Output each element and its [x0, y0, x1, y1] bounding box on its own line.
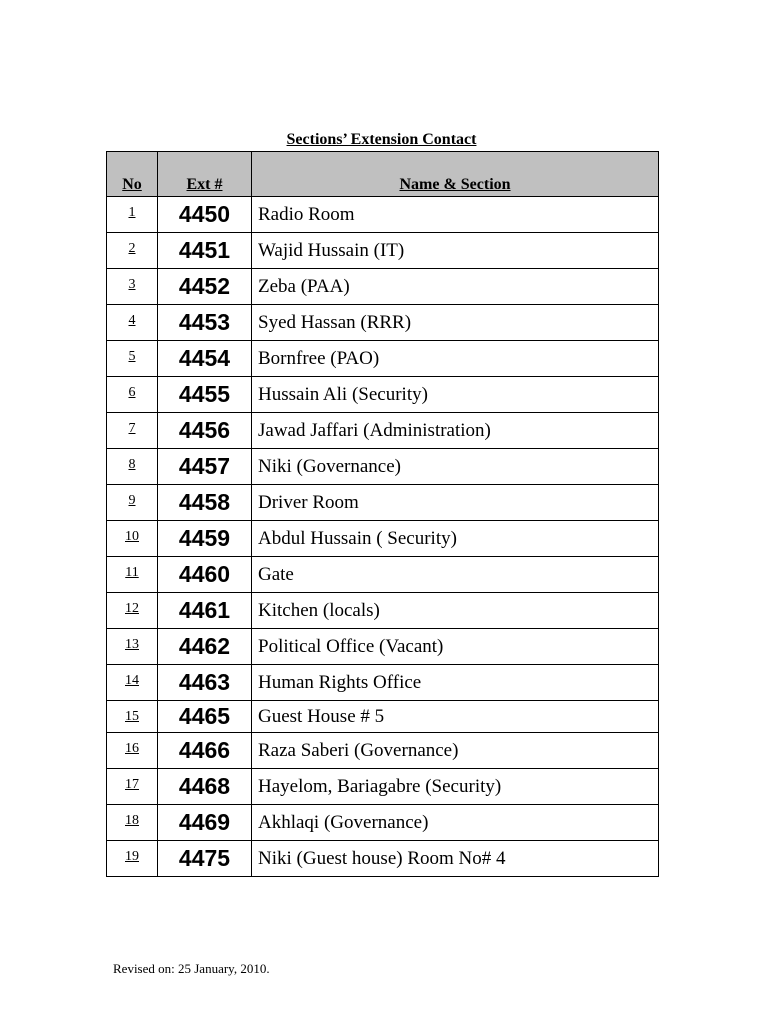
table-row [107, 269, 659, 305]
table-row [107, 841, 659, 877]
header-ext: Ext # [158, 152, 252, 197]
table-row [107, 629, 659, 665]
extension-number: 4461 [158, 593, 252, 629]
name-section: Wajid Hussain (IT) [252, 233, 659, 269]
row-number: 16 [107, 733, 158, 769]
name-section: Abdul Hussain ( Security) [252, 521, 659, 557]
table-row [107, 485, 659, 521]
row-number: 6 [107, 377, 158, 413]
header-name-section: Name & Section [252, 152, 659, 197]
row-number: 9 [107, 485, 158, 521]
table-row [107, 701, 659, 733]
table-row [107, 341, 659, 377]
row-number: 18 [107, 805, 158, 841]
row-number: 17 [107, 769, 158, 805]
extension-number: 4460 [158, 557, 252, 593]
extension-number: 4451 [158, 233, 252, 269]
name-section: Kitchen (locals) [252, 593, 659, 629]
name-section: Gate [252, 557, 659, 593]
table-row [107, 521, 659, 557]
extension-number: 4458 [158, 485, 252, 521]
name-section: Guest House # 5 [252, 701, 659, 733]
name-section: Human Rights Office [252, 665, 659, 701]
extension-number: 4466 [158, 733, 252, 769]
header-no: No [107, 152, 158, 197]
extension-number: 4463 [158, 665, 252, 701]
table-row [107, 377, 659, 413]
name-section: Syed Hassan (RRR) [252, 305, 659, 341]
table-row [107, 805, 659, 841]
name-section: Hussain Ali (Security) [252, 377, 659, 413]
extension-number: 4462 [158, 629, 252, 665]
name-section: Hayelom, Bariagabre (Security) [252, 769, 659, 805]
extension-number: 4465 [158, 701, 252, 733]
row-number: 3 [107, 269, 158, 305]
name-section: Bornfree (PAO) [252, 341, 659, 377]
table-row [107, 449, 659, 485]
row-number: 8 [107, 449, 158, 485]
row-number: 14 [107, 665, 158, 701]
name-section: Political Office (Vacant) [252, 629, 659, 665]
name-section: Driver Room [252, 485, 659, 521]
table-row [107, 305, 659, 341]
extension-number: 4475 [158, 841, 252, 877]
name-section: Raza Saberi (Governance) [252, 733, 659, 769]
document-title: Sections’ Extension Contact [286, 131, 477, 148]
extension-number: 4455 [158, 377, 252, 413]
row-number: 12 [107, 593, 158, 629]
extension-number: 4452 [158, 269, 252, 305]
table-header-row [107, 152, 659, 197]
extension-number: 4454 [158, 341, 252, 377]
extension-table [106, 151, 659, 877]
table-row [107, 413, 659, 449]
extension-number: 4468 [158, 769, 252, 805]
extension-number: 4453 [158, 305, 252, 341]
name-section: Niki (Guest house) Room No# 4 [252, 841, 659, 877]
row-number: 10 [107, 521, 158, 557]
row-number: 5 [107, 341, 158, 377]
extension-number: 4469 [158, 805, 252, 841]
row-number: 2 [107, 233, 158, 269]
row-number: 1 [107, 197, 158, 233]
table-row [107, 233, 659, 269]
name-section: Zeba (PAA) [252, 269, 659, 305]
table-row [107, 557, 659, 593]
extension-number: 4456 [158, 413, 252, 449]
row-number: 19 [107, 841, 158, 877]
row-number: 11 [107, 557, 158, 593]
row-number: 7 [107, 413, 158, 449]
name-section: Akhlaqi (Governance) [252, 805, 659, 841]
table-row [107, 593, 659, 629]
table-row [107, 733, 659, 769]
name-section: Niki (Governance) [252, 449, 659, 485]
row-number: 15 [107, 701, 158, 733]
extension-number: 4450 [158, 197, 252, 233]
table-row [107, 197, 659, 233]
table-row [107, 665, 659, 701]
name-section: Radio Room [252, 197, 659, 233]
extension-number: 4457 [158, 449, 252, 485]
row-number: 4 [107, 305, 158, 341]
table-row [107, 769, 659, 805]
name-section: Jawad Jaffari (Administration) [252, 413, 659, 449]
revised-date: Revised on: 25 January, 2010. [113, 961, 270, 976]
row-number: 13 [107, 629, 158, 665]
extension-number: 4459 [158, 521, 252, 557]
